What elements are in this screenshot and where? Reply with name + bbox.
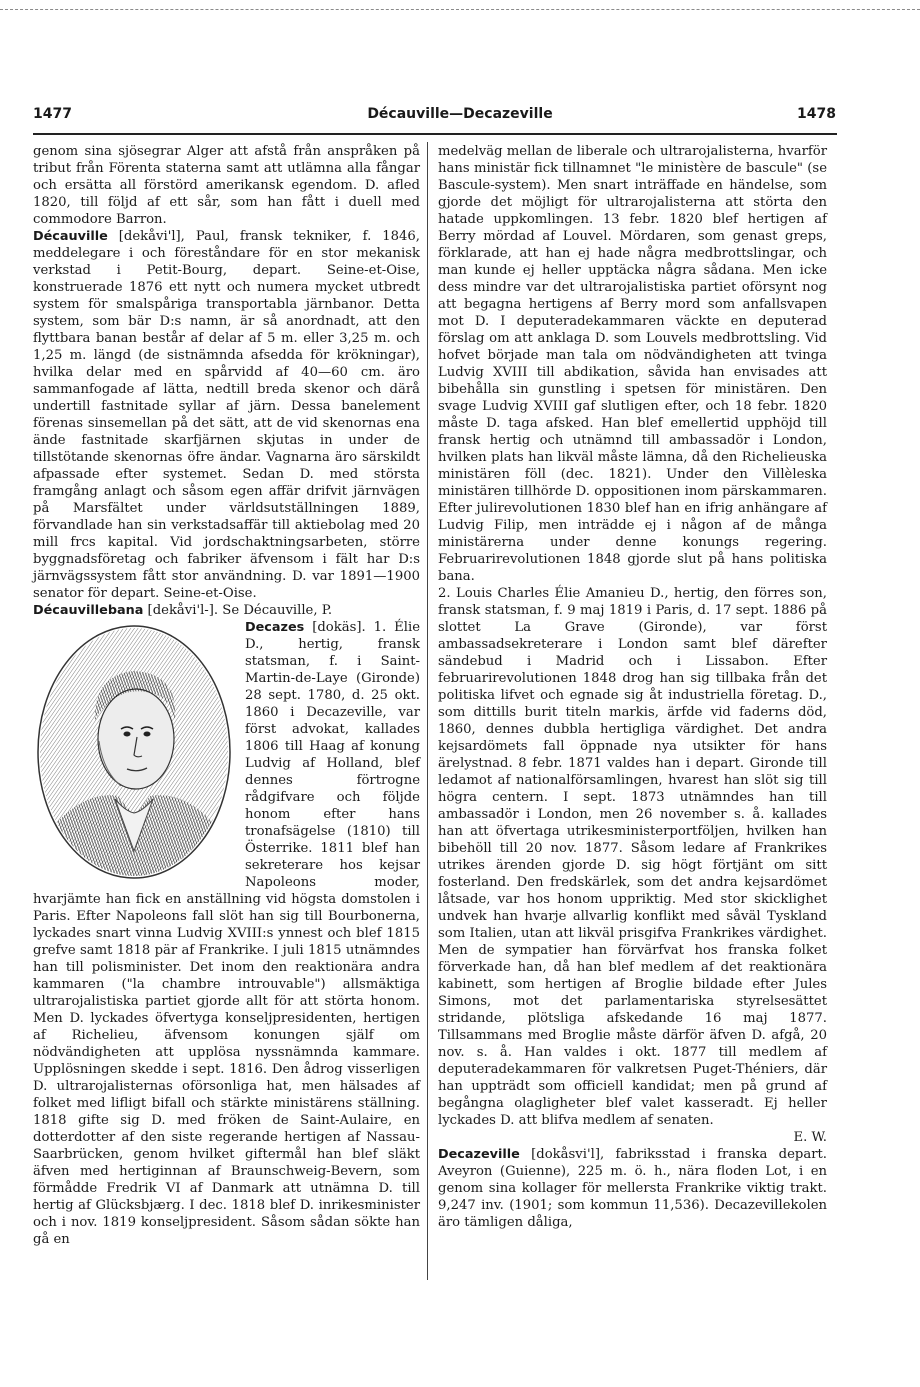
left-column [33,143,420,1248]
entry-continuation: genom sina sjösegrar Alger att afstå från anspråken på tribut från Förenta staterna samt att utlämna alla fångar och ersätta all förstörd amerikansk egendom. D. afled 1820, till följd af ett sår, som han fått i duell med commodore Barron. [33,144,420,227]
entry-decauvillebana: Décauvillebana [dekåvi'l-]. Se Décauville, P. [33,603,333,618]
author-signature: E. W. [793,1130,827,1145]
page-number-right: 1478 [797,106,836,122]
header-rule [33,133,837,135]
page-top-rule [0,9,920,10]
entry-decazeville: Decazeville [dokåsvi'l], fabriksstad i franska depart. Aveyron (Guienne), 225 m. ö. h., nära floden Lot, i en genom sina kollager för mellersta Frankrike viktig trakt. 9,247 inv. (1901; som kommun 11,536). Decazevillekolen äro tämligen dåliga, [438,1147,827,1230]
entry-decazes-2: 2. Louis Charles Élie Amanieu D., hertig, den förres son, fransk statsman, f. 9 maj 1819 i Paris, d. 17 sept. 1886 på slottet La Grave (Gironde), var först ambassadsekreterare i London samt blef därefter sändebud i Madrid och i Lissabon. Efter februarirevolutionen 1848 drog han sig tillbaka från det politiska lifvet och egnade sig åt industriella företag. D., som dittills burit titeln markis, ärfde vid faderns död, 1860, dennes dubbla hertigliga värdighet. Det andra kejsardömets fall öppnade nya utsikter för hans ärelystnad. 8 febr. 1871 valdes han i depart. Gironde till ledamot af nationalförsamlingen, hvarest han slöt sig till högra centern. I sept. 1873 utnämndes han till ambassadör i London, men 26 november s. å. kallades han att öfvertaga utrikesministerportföljen, hvilken han bibehöll till 20 nov. 1877. Såsom ledare af Frankrikes utrikes ärenden gjorde D. sig högt förtjänt om sitt fosterland. Den fredskärlek, som det andra kejsardömet låtsade, var hos honom uppriktig. Med stor skicklighet undvek han hvarje allvarlig konflikt med såväl Tyskland som Italien, utan att likväl prisgifva Frankrikes värdighet. Men de sympatier han förvärfvat hos franska folket förverkade han, då han blef medlem af det reaktionära kabinett, som hertigen af Broglie bildade efter Jules Simons, mot det parlamentariska styrelsesättet stridande, plötsliga afskedande 16 maj 1877. Tillsammans med Broglie måste därför äfven D. afgå, 20 nov. s. å. Han valdes i okt. 1877 till medlem af deputeradekammaren för valkretsen Puget-Théniers, där han uppträdt som officiell kandidat; men på grund af begångna olagligheter blef valet kasseradt. Ej heller lyckades D. att blifva medlem af senaten. [438,586,827,1128]
page-number-left: 1477 [33,106,72,122]
headword: Décauvillebana [33,603,144,618]
entry-decazes: Decazes [dokäs]. 1. Élie D., hertig, fransk statsman, f. i Saint-Martin-de-Laye (Gironde) 28 sept. 1780, d. 25 okt. 1860 i Decazeville, var först advokat, kallades 1806 till Haag af konung Ludvig af Holland, blef dennes förtrogne rådgifvare och följde honom efter hans tronafsägelse (1810) till Österrike. 1811 blef han sekreterare hos kejsar Napoleons moder, hvarjämte han fick en anställning vid högsta domstolen i Paris. Efter Napoleons fall slöt han sig till Bourbonerna, lyckades snart vinna Ludvig XVIII:s ynnest och blef 1815 grefve samt 1818 pär af Frankrike. I juli 1815 utnämndes han till polisminister. Det inom den reaktionära andra kammaren ("la chambre introuvable") allsmäktiga ultrarojalistiska partiet gjorde allt för att störta honom. Men D. lyckades öfvertyga konseljpresidenten, hertigen af Richelieu, äfvensom konungen själf om nödvändigheten att upplösa nyssnämnda kammare. Upplösningen skedde i sept. 1816. Den ådrog visserligen D. ultrarojalisternas oförsonliga hat, men hälsades af folket med lifligt bifall och stärkte ministärens ställning. 1818 gifte sig D. med fröken de Saint-Aulaire, en dotterdotter af den siste regerande hertigen af Nassau-Saarbrücken, genom hvilket giftermål han blef släkt äfven med hertiginnan af Braunschweig-Bevern, som förmådde Fredrik VI af Danmark att utnämna D. till hertig af Glücksbjærg. I dec. 1818 blef D. inrikesminister och i nov. 1819 konseljpresident. Såsom sådan sökte han gå en [33,620,420,1247]
headword: Decazeville [438,1147,520,1162]
right-column [438,143,827,1231]
portrait-image [33,621,235,883]
running-title: Décauville—Decazeville [367,106,553,122]
running-header [0,106,920,128]
portrait-engraving [33,621,235,883]
column-divider [427,142,428,1280]
entry-decazes-continued: medelväg mellan de liberale och ultrarojalisterna, hvarför hans ministär fick tillnamnet "le ministère de bascule" (se Bascule-system). Men snart inträffade en händelse, som gjorde det möjligt för ultrarojalisterna att störta den hatade uppkomlingen. 13 febr. 1820 blef hertigen af Berry mördad af Louvel. Mördaren, som genast greps, förklarade, att han ej hade några medbrottslingar, och man kunde ej heller upptäcka några sådana. Men icke dess mindre var det ultrarojalistiska partiet oförsynt nog att begagna hertigens af Berry mord som anfallsvapen mot D. I deputeradekammaren väckte en deputerad förslag om att anklaga D. som Louvels medbrottsling. Vid hofvet började man tala om nödvändigheten att tvinga Ludvig XVIII till abdikation, såvida han envisades att bibehålla sin gunstling i spetsen för ministären. Den svage Ludvig XVIII gaf slutligen efter, och 18 febr. 1820 måste D. taga afsked. Han blef emellertid upphöjd till fransk hertig och utnämnd till ambassadör i London, hvilken plats han likväl måste lämna, då den Richelieuska ministären föll (dec. 1821). Under den Villèleska ministären tillhörde D. oppositionen inom pärskammaren. Efter julirevolutionen 1830 blef han en ifrig anhängare af Ludvig Filip, men inträdde ej i någon af de många ministärerna under denne konungs regering. Februarirevolutionen 1848 gjorde slut på hans politiska bana. [438,144,827,584]
headword: Decazes [245,620,305,635]
entry-decauville: Décauville [dekåvi'l], Paul, fransk tekniker, f. 1846, meddelegare i och föreståndare för en stor mekanisk verkstad i Petit-Bourg, depart. Seine-et-Oise, konstruerade 1876 ett nytt och numera mycket utbredt system för smalspåriga transportabla järnbanor. Detta system, som bär D:s namn, är så anordnadt, att den flyttbara banan består af delar af 5 m. eller 3,25 m. och 1,25 m. längd (de sistnämnda afsedda för krökningar), hvilka delar med en spårvidd af 40—60 cm. äro sammanfogade af lätta, nedtill breda skenor och därå undertill fastnitade syllar af järn. Dessa banelement förenas sinsemellan på det sätt, att de vid skenornas ena ände fastnitade skarfjärnen skjutas in under de tillstötande skenornas öfre ändar. Vagnarna äro särskildt afpassade efter systemet. Sedan D. med största framgång anlagt och såsom egen affär drifvit järnvägen på Marsfältet under världsutställningen 1889, förvandlade han sin verkstadsaffär till aktiebolag med 20 mill frcs kapital. Vid jordschaktningsarbeten, större byggnadsföretag och fabriker äfvensom i fält har D:s järnvägssystem fått stor användning. D. var 1891—1900 senator för depart. Seine-et-Oise. [33,229,420,601]
headword: Décauville [33,229,108,244]
